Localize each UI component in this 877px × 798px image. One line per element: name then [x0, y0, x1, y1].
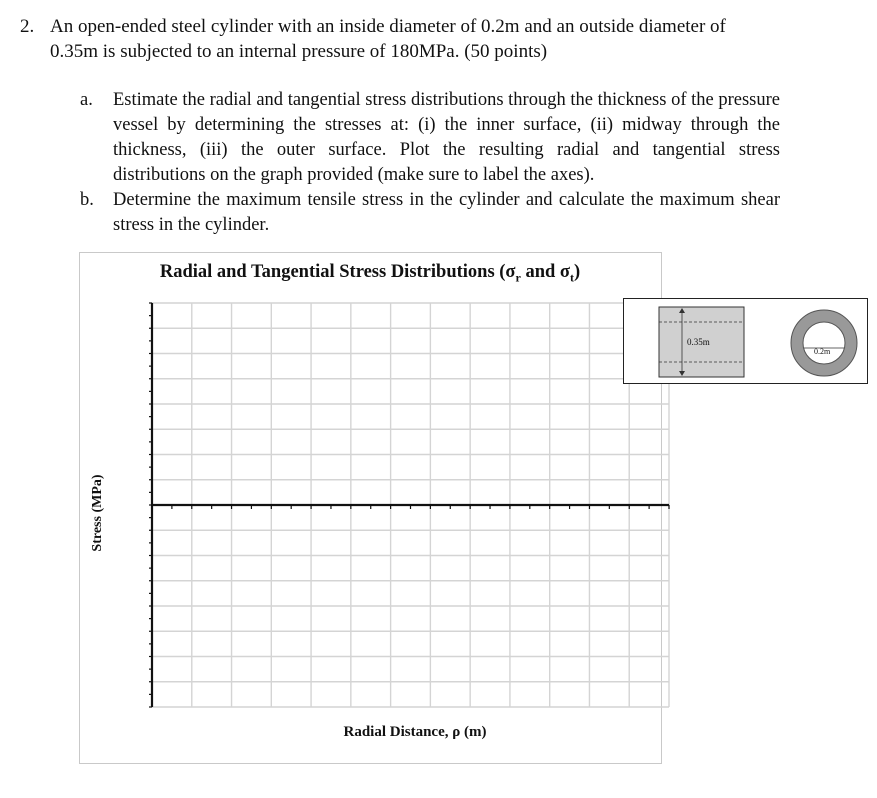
- part-b-label: b.: [80, 190, 94, 210]
- chart-title-mid: and σ: [520, 262, 570, 282]
- part-b-text: Determine the maximum tensile stress in the cylinder and calculate the maximum shear stress in the cylinder.: [113, 190, 780, 235]
- cylinder-diagram-svg: [624, 299, 867, 383]
- outer-diameter-label: 0.35m: [687, 337, 710, 347]
- problem-stem-line-1: An open-ended steel cylinder with an inside diameter of 0.2m and an outside diameter of: [50, 16, 726, 37]
- problem-number: 2.: [20, 16, 35, 37]
- inner-diameter-label: 0.2m: [814, 347, 831, 356]
- problem-stem-line-2: 0.35m is subjected to an internal pressure of 180MPa. (50 points): [50, 41, 548, 62]
- plot-axes: [149, 303, 669, 707]
- chart-title-sub-t: t: [569, 270, 574, 285]
- part-a-label: a.: [80, 90, 93, 110]
- cylinder-cross-section-bore: [803, 322, 845, 364]
- chart-title-main: Radial and Tangential Stress Distributions (σ: [159, 262, 516, 282]
- x-axis-label: Radial Distance, ρ (m): [343, 724, 487, 740]
- chart-title-end: ): [573, 262, 581, 282]
- chart-title-sub-r: r: [515, 270, 521, 285]
- cylinder-diagram: [623, 298, 868, 384]
- part-a-text: Estimate the radial and tangential stress distributions through the thickness of the pressure vessel by determining the stresses at: (i) the inner surface, (ii) midway through the thickness, (iii) the outer surface. Plot the resulting radial and tangential stress distributions on the graph provided (make sure to label the axes).: [113, 90, 780, 185]
- y-axis-label: Stress (MPa): [90, 474, 105, 552]
